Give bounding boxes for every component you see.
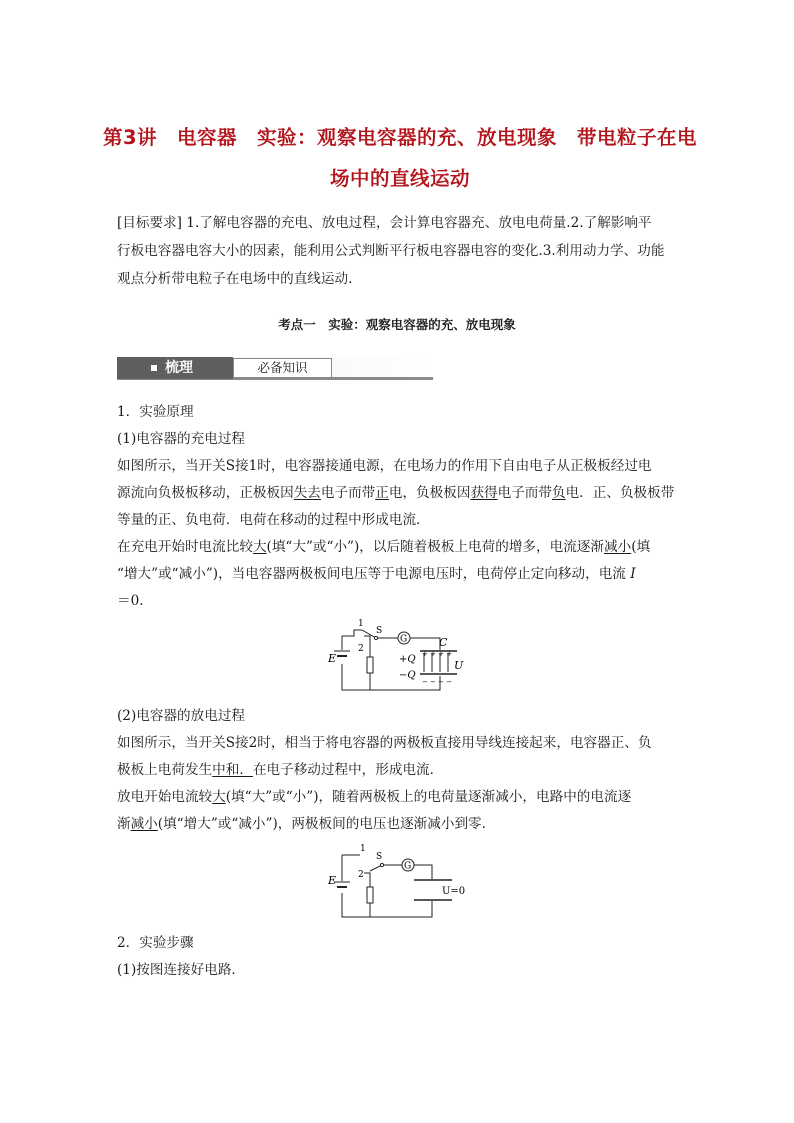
label-plus-signs: + + + +	[422, 650, 453, 658]
text: 电，负极板因	[388, 485, 471, 501]
label-E: E	[328, 652, 337, 665]
label-G: G	[404, 861, 412, 872]
label-S: S	[376, 626, 383, 636]
wire-contact-2	[364, 873, 370, 887]
answer-blank: 正	[375, 485, 389, 501]
s1-p2-line-c: ＝0.	[117, 593, 144, 609]
s1-p2-line-b	[117, 564, 687, 584]
goal-text-1: 1.了解电容器的充电、放电过程，会计算电容器充、放电电荷量.2.了解影响平	[181, 215, 652, 231]
text: 在电子移动过程中，形成电流．	[252, 762, 444, 778]
label-U: U	[454, 659, 464, 672]
label-S: S	[376, 852, 383, 862]
section-bar	[117, 357, 433, 381]
s1-sub1: (1)电容器的充电过程	[117, 431, 246, 447]
resistor-icon	[367, 657, 373, 673]
s1-p4-line-a	[117, 787, 687, 807]
resistor-icon	[367, 887, 373, 903]
square-bullet-icon	[151, 365, 157, 371]
text: (填“增大”或“减小”)，两极板间的电压也逐渐减小到零.	[157, 816, 486, 832]
text: 在充电开始时电流比较	[117, 539, 253, 555]
label-1: 1	[360, 844, 366, 854]
switch-pivot	[374, 636, 377, 639]
label-2: 2	[358, 644, 364, 654]
wire-contact-2	[364, 636, 370, 657]
text: 源流向负极板移动，正极板因	[117, 485, 294, 501]
goal-line-3: 观点分析带电粒子在电场中的直线运动.	[117, 271, 353, 287]
answer-blank: 负	[552, 485, 566, 501]
wire-to-capacitor	[410, 638, 440, 650]
answer-blank: 大	[212, 789, 226, 805]
text: (填“大”或“小”)，以后随着极板上电荷的增多，电流逐渐	[266, 539, 604, 555]
bar-light-tab: 必备知识	[233, 358, 332, 378]
bar-dark-tab	[117, 357, 233, 379]
text: 电子而带	[320, 485, 376, 501]
s1-p4-line-b	[117, 814, 687, 834]
label-U-zero: U=0	[442, 886, 466, 897]
goal-line-1	[117, 213, 687, 233]
label-minus-signs: − − − −	[422, 678, 453, 686]
discharging-circuit-figure	[322, 841, 470, 923]
s2-p1: (1)按图连接好电路．	[117, 962, 246, 978]
answer-blank: 中和．	[212, 762, 253, 778]
text: 电．正、负极板带	[565, 485, 675, 501]
text: (填“大”或“小”)，随着两极板上的电荷量逐渐减小，电路中的电流逐	[225, 789, 632, 805]
goal-line-2: 行板电容器电容大小的因素，能利用公式判断平行板电容器电容的变化.3.利用动力学、功能	[117, 243, 665, 259]
wire-to-capacitor	[414, 865, 432, 879]
s1-p1-line-c: 等量的正、负电荷．电荷在移动的过程中形成电流．	[117, 512, 430, 528]
goal-label: [目标要求]	[117, 215, 182, 231]
s1-p1-line-a: 如图所示，当开关S接1时，电容器接通电源，在电场力的作用下自由电子从正极板经过电	[117, 458, 652, 474]
text: 电子而带	[497, 485, 552, 501]
s1-p1-line-b	[117, 483, 687, 503]
label-E: E	[328, 874, 337, 887]
symbol-I: I	[630, 566, 636, 582]
wire-to-contact-1	[342, 630, 362, 636]
label-G: G	[400, 634, 408, 645]
page-title-line-1: 第3讲 电容器 实验：观察电容器的充、放电现象 带电粒子在电	[102, 126, 698, 149]
text: 极板上电荷发生	[117, 762, 213, 778]
answer-blank: 获得	[470, 485, 498, 501]
label-1: 1	[358, 619, 364, 629]
text: (填	[631, 539, 651, 555]
answer-blank: 减小	[130, 816, 158, 832]
s1-p3-line-b	[117, 760, 687, 780]
label-C: C	[439, 636, 448, 649]
page-title-line-2: 场中的直线运动	[329, 167, 470, 190]
text: 渐	[117, 816, 131, 832]
s1-title: 1．实验原理	[117, 404, 194, 420]
s1-p2-line-a	[117, 537, 687, 557]
text: 放电开始电流较	[117, 789, 213, 805]
s1-sub2: (2)电容器的放电过程	[117, 708, 246, 724]
answer-blank: 减小	[604, 539, 632, 555]
s2-title: 2．实验步骤	[117, 935, 194, 951]
switch-blade	[362, 630, 376, 638]
label-minus-Q: −Q	[399, 670, 416, 681]
circuit-wire-outer	[342, 855, 432, 917]
text: “增大”或“减小”)，当电容器两极板间电压等于电源电压时，电荷停止定向移动，电流	[117, 566, 631, 582]
s1-p3-line-a: 如图所示，当开关S接2时，相当于将电容器的两极板直接用导线连接起来，电容器正、负	[117, 735, 652, 751]
bar-dark-label: 梳理	[165, 360, 193, 376]
label-plus-Q: +Q	[399, 654, 416, 665]
switch-pivot	[380, 863, 383, 866]
answer-blank: 大	[252, 539, 267, 555]
section-heading: 考点一 实验：观察电容器的充、放电现象	[278, 317, 516, 332]
label-2: 2	[358, 870, 364, 880]
charging-circuit-figure	[322, 616, 470, 696]
answer-blank: 失去	[293, 485, 321, 501]
